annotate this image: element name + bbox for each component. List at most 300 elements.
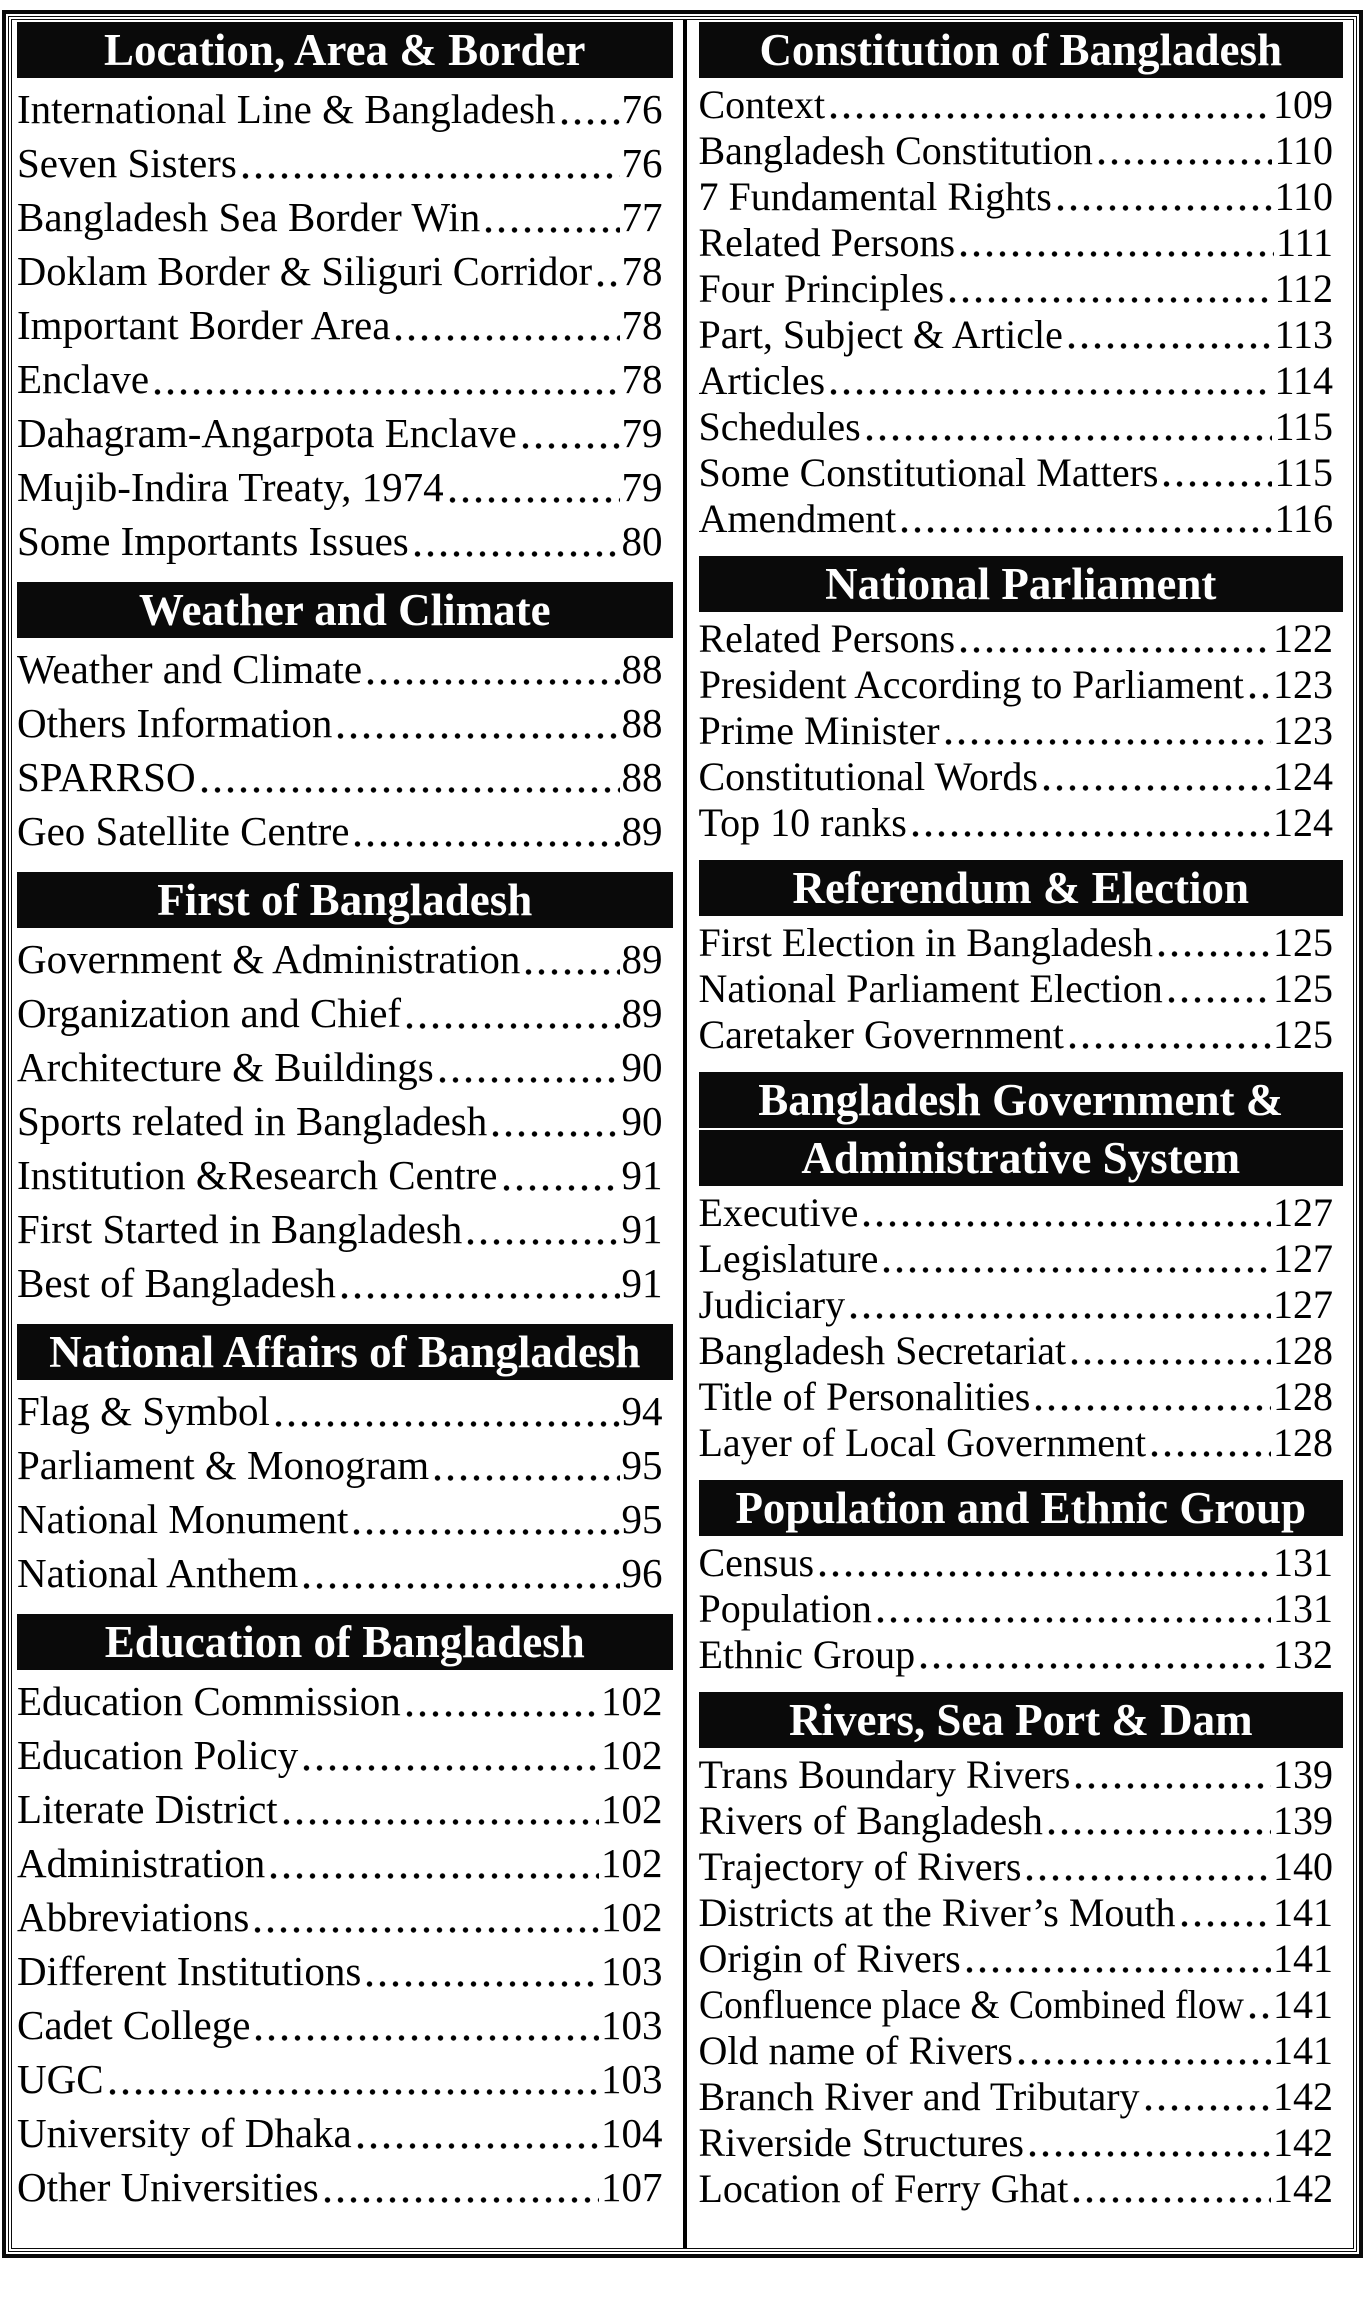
section-title: Population and Ethnic Group bbox=[735, 1483, 1307, 1533]
dot-leader bbox=[1160, 481, 1272, 487]
entry-page-number: 140 bbox=[1273, 1844, 1333, 1889]
toc-entry bbox=[17, 82, 663, 136]
section-header bbox=[17, 582, 673, 638]
entry-page-number: 115 bbox=[1274, 404, 1333, 449]
entry-title: Population bbox=[698, 1586, 872, 1631]
entry-page-number: 91 bbox=[621, 1206, 663, 1252]
entry-page-number: 116 bbox=[1274, 496, 1333, 541]
entry-page-number: 90 bbox=[621, 1044, 663, 1090]
dot-leader bbox=[1066, 1043, 1271, 1049]
toc-section bbox=[699, 1480, 1344, 1678]
entry-page-number: 113 bbox=[1274, 312, 1333, 357]
dot-leader bbox=[957, 647, 1271, 653]
entry-page-number: 79 bbox=[621, 464, 663, 510]
toc-entry bbox=[17, 460, 663, 514]
toc-entry bbox=[17, 1674, 663, 1728]
section-title: Education of Bangladesh bbox=[104, 1617, 585, 1667]
toc-entry bbox=[699, 450, 1334, 496]
section-entries bbox=[699, 1540, 1344, 1678]
entry-title: Title of Personalities bbox=[698, 1374, 1031, 1419]
entry-title: Branch River and Tributary bbox=[698, 2074, 1140, 2119]
section-header-bar bbox=[699, 1072, 1344, 1128]
toc-entry bbox=[17, 1728, 663, 1782]
section-header-bar bbox=[699, 1130, 1344, 1186]
entry-page-number: 124 bbox=[1273, 754, 1333, 799]
entry-title: Weather and Climate bbox=[17, 646, 363, 692]
section-title: Constitution of Bangladesh bbox=[759, 25, 1283, 75]
entry-title: Location of Ferry Ghat bbox=[698, 2166, 1069, 2211]
entry-page-number: 123 bbox=[1273, 708, 1333, 753]
section-header-bar bbox=[17, 1614, 673, 1670]
entry-title: Dahagram-Angarpota Enclave bbox=[17, 410, 517, 456]
entry-page-number: 78 bbox=[621, 356, 663, 402]
toc-entry bbox=[17, 244, 663, 298]
dot-leader bbox=[1026, 2151, 1271, 2157]
entry-page-number: 76 bbox=[621, 86, 663, 132]
section-header bbox=[699, 1072, 1344, 1186]
dot-leader bbox=[519, 443, 620, 449]
dot-leader bbox=[350, 1529, 619, 1535]
entry-title: Amendment bbox=[698, 496, 897, 541]
toc-column-left bbox=[12, 20, 683, 2248]
toc-entry bbox=[17, 932, 663, 986]
entry-page-number: 115 bbox=[1274, 450, 1333, 495]
entry-title: Doklam Border & Siliguri Corridor bbox=[17, 248, 593, 294]
toc-entry bbox=[17, 190, 663, 244]
section-header bbox=[17, 22, 673, 78]
toc-column-right bbox=[683, 20, 1354, 2248]
entry-title: Trajectory of Rivers bbox=[698, 1844, 1022, 1889]
entry-title: National Anthem bbox=[17, 1550, 299, 1596]
entry-page-number: 141 bbox=[1273, 1936, 1333, 1981]
toc-entry bbox=[699, 966, 1334, 1012]
entry-page-number: 125 bbox=[1273, 1012, 1333, 1057]
toc-entry bbox=[699, 1752, 1334, 1798]
toc-entry bbox=[699, 404, 1334, 450]
section-title: National Affairs of Bangladesh bbox=[49, 1327, 641, 1377]
entry-title: First Election in Bangladesh bbox=[698, 920, 1153, 965]
entry-page-number: 142 bbox=[1273, 2074, 1333, 2119]
entry-title: Others Information bbox=[17, 700, 333, 746]
toc-entry bbox=[17, 1094, 663, 1148]
dot-leader bbox=[436, 1077, 620, 1083]
entry-title: Top 10 ranks bbox=[698, 800, 907, 845]
section-header-bar bbox=[699, 860, 1344, 916]
dot-leader bbox=[1246, 2013, 1272, 2019]
toc-section bbox=[17, 872, 673, 1310]
toc-entry bbox=[17, 1148, 663, 1202]
section-title: Weather and Climate bbox=[138, 585, 551, 635]
toc-entry bbox=[17, 642, 663, 696]
entry-page-number: 77 bbox=[621, 194, 663, 240]
dot-leader bbox=[827, 389, 1272, 395]
toc-entry bbox=[17, 1438, 663, 1492]
entry-title: Layer of Local Government bbox=[698, 1420, 1147, 1465]
dot-leader bbox=[392, 335, 619, 341]
entry-title: UGC bbox=[17, 2056, 104, 2102]
entry-page-number: 142 bbox=[1273, 2166, 1333, 2211]
entry-title: Constitutional Words bbox=[698, 754, 1038, 799]
entry-title: Districts at the River’s Mouth bbox=[698, 1890, 1176, 1935]
section-header bbox=[17, 1324, 673, 1380]
section-entries bbox=[17, 932, 673, 1310]
section-title: Administrative System bbox=[801, 1133, 1241, 1183]
dot-leader bbox=[321, 2197, 599, 2203]
dot-leader bbox=[1032, 1405, 1271, 1411]
dot-leader bbox=[500, 1185, 620, 1191]
section-header bbox=[17, 1614, 673, 1670]
entry-page-number: 127 bbox=[1273, 1236, 1333, 1281]
entry-title: National Monument bbox=[17, 1496, 349, 1542]
entry-title: Executive bbox=[698, 1190, 859, 1235]
entry-title: Education Commission bbox=[17, 1678, 401, 1724]
toc-section bbox=[17, 1614, 673, 2214]
entry-title: Rivers of Bangladesh bbox=[698, 1798, 1043, 1843]
entry-title: Related Persons bbox=[698, 220, 956, 265]
entry-title: International Line & Bangladesh bbox=[17, 86, 556, 132]
entry-title: Organization and Chief bbox=[17, 990, 402, 1036]
entry-page-number: 102 bbox=[601, 1840, 663, 1886]
toc-entry bbox=[699, 1540, 1334, 1586]
section-title: Bangladesh Government & bbox=[758, 1075, 1284, 1125]
entry-title: Census bbox=[698, 1540, 815, 1585]
dot-leader bbox=[338, 1293, 620, 1299]
toc-entry bbox=[699, 266, 1334, 312]
section-entries bbox=[699, 82, 1344, 542]
entry-page-number: 79 bbox=[621, 410, 663, 456]
toc-entry bbox=[17, 2052, 663, 2106]
toc-entry bbox=[699, 1890, 1334, 1936]
entry-page-number: 125 bbox=[1273, 920, 1333, 965]
toc-entry bbox=[699, 1586, 1334, 1632]
toc-entry bbox=[17, 2106, 663, 2160]
entry-page-number: 91 bbox=[621, 1152, 663, 1198]
toc-entry bbox=[699, 1982, 1334, 2028]
entry-title: Old name of Rivers bbox=[698, 2028, 1013, 2073]
dot-leader bbox=[252, 2035, 599, 2041]
entry-title: Cadet College bbox=[17, 2002, 251, 2048]
toc-entry bbox=[17, 1040, 663, 1094]
toc-entry bbox=[699, 1328, 1334, 1374]
page-frame bbox=[2, 10, 1363, 2258]
entry-title: Origin of Rivers bbox=[698, 1936, 961, 1981]
dot-leader bbox=[272, 1421, 620, 1427]
entry-title: Riverside Structures bbox=[698, 2120, 1024, 2165]
entry-page-number: 139 bbox=[1273, 1752, 1333, 1797]
entry-page-number: 89 bbox=[621, 808, 663, 854]
entry-page-number: 95 bbox=[621, 1496, 663, 1542]
dot-leader bbox=[364, 679, 619, 685]
toc-entry bbox=[699, 708, 1334, 754]
dot-leader bbox=[1054, 205, 1273, 211]
toc-entry bbox=[699, 1844, 1334, 1890]
dot-leader bbox=[489, 1131, 619, 1137]
entry-page-number: 89 bbox=[621, 990, 663, 1036]
entry-page-number: 141 bbox=[1273, 1982, 1333, 2027]
section-header-bar bbox=[17, 872, 673, 928]
toc-entry bbox=[699, 920, 1334, 966]
entry-title: Sports related in Bangladesh bbox=[17, 1098, 488, 1144]
dot-leader bbox=[1070, 2197, 1271, 2203]
entry-page-number: 110 bbox=[1274, 174, 1333, 219]
entry-page-number: 124 bbox=[1273, 800, 1333, 845]
toc-entry bbox=[17, 1998, 663, 2052]
entry-title: Some Constitutional Matters bbox=[698, 450, 1159, 495]
section-header bbox=[699, 1480, 1344, 1536]
toc-entry bbox=[699, 662, 1334, 708]
entry-page-number: 139 bbox=[1273, 1798, 1333, 1843]
entry-title: Bangladesh Constitution bbox=[698, 128, 1093, 173]
dot-leader bbox=[847, 1313, 1271, 1319]
entry-title: Architecture & Buildings bbox=[17, 1044, 434, 1090]
entry-title: Part, Subject & Article bbox=[698, 312, 1063, 357]
entry-page-number: 110 bbox=[1274, 128, 1333, 173]
section-header bbox=[699, 556, 1344, 612]
dot-leader bbox=[1148, 1451, 1271, 1457]
entry-title: Ethnic Group bbox=[698, 1632, 916, 1677]
toc-section bbox=[699, 860, 1344, 1058]
dot-leader bbox=[880, 1267, 1271, 1273]
toc-entry bbox=[699, 2074, 1334, 2120]
dot-leader bbox=[1023, 1875, 1271, 1881]
entry-page-number: 127 bbox=[1273, 1190, 1333, 1235]
dot-leader bbox=[411, 551, 620, 557]
entry-page-number: 102 bbox=[601, 1894, 663, 1940]
entry-page-number: 111 bbox=[1275, 220, 1333, 265]
toc-entry bbox=[699, 358, 1334, 404]
dot-leader bbox=[239, 173, 620, 179]
toc-entry bbox=[699, 1420, 1334, 1466]
toc-entry bbox=[17, 1836, 663, 1890]
section-title: First of Bangladesh bbox=[157, 875, 533, 925]
entry-page-number: 141 bbox=[1273, 2028, 1333, 2073]
entry-title: Caretaker Government bbox=[698, 1012, 1064, 1057]
toc-entry bbox=[17, 136, 663, 190]
entry-page-number: 131 bbox=[1273, 1540, 1333, 1585]
entry-page-number: 95 bbox=[621, 1442, 663, 1488]
dot-leader bbox=[403, 1711, 599, 1717]
entry-page-number: 103 bbox=[601, 2002, 663, 2048]
section-header bbox=[699, 1692, 1344, 1748]
dot-leader bbox=[874, 1617, 1271, 1623]
entry-title: Government & Administration bbox=[17, 936, 521, 982]
section-title: Rivers, Sea Port & Dam bbox=[788, 1695, 1253, 1745]
entry-page-number: 112 bbox=[1274, 266, 1333, 311]
dot-leader bbox=[431, 1475, 619, 1481]
section-header bbox=[699, 22, 1344, 78]
entry-title: Schedules bbox=[698, 404, 861, 449]
dot-leader bbox=[1015, 2059, 1271, 2065]
toc-entry bbox=[699, 82, 1334, 128]
page-frame-mid-rule bbox=[8, 16, 1357, 2252]
entry-title: President According to Parliament bbox=[698, 662, 1244, 707]
entry-title: Education Policy bbox=[17, 1732, 299, 1778]
toc-entry bbox=[699, 800, 1334, 846]
dot-leader bbox=[917, 1663, 1271, 1669]
toc-entry bbox=[17, 406, 663, 460]
dot-leader bbox=[963, 1967, 1271, 1973]
entry-title: Flag & Symbol bbox=[17, 1388, 270, 1434]
entry-title: Abbreviations bbox=[17, 1894, 250, 1940]
entry-title: Four Principles bbox=[698, 266, 945, 311]
dot-leader bbox=[558, 119, 620, 125]
entry-page-number: 114 bbox=[1274, 358, 1333, 403]
entry-page-number: 102 bbox=[601, 1786, 663, 1832]
entry-title: Bangladesh Sea Border Win bbox=[17, 194, 481, 240]
section-header-bar bbox=[699, 1692, 1344, 1748]
section-header-bar bbox=[17, 1324, 673, 1380]
section-header-bar bbox=[699, 556, 1344, 612]
dot-leader bbox=[946, 297, 1272, 303]
entry-title: Parliament & Monogram bbox=[17, 1442, 430, 1488]
dot-leader bbox=[482, 227, 619, 233]
toc-section bbox=[699, 1072, 1344, 1466]
section-entries bbox=[17, 1384, 673, 1600]
dot-leader bbox=[827, 113, 1271, 119]
toc-section bbox=[699, 1692, 1344, 2212]
section-title: Referendum & Election bbox=[792, 863, 1250, 913]
entry-page-number: 91 bbox=[621, 1260, 663, 1306]
entry-page-number: 78 bbox=[621, 302, 663, 348]
entry-title: National Parliament Election bbox=[698, 966, 1163, 1011]
entry-page-number: 128 bbox=[1273, 1420, 1333, 1465]
toc-entry bbox=[699, 1012, 1334, 1058]
entry-title: Confluence place & Combined flow bbox=[698, 1982, 1244, 2027]
entry-title: Context bbox=[698, 82, 826, 127]
dot-leader bbox=[1072, 1783, 1271, 1789]
entry-page-number: 103 bbox=[601, 2056, 663, 2102]
entry-page-number: 123 bbox=[1273, 662, 1333, 707]
entry-page-number: 132 bbox=[1273, 1632, 1333, 1677]
entry-page-number: 141 bbox=[1273, 1890, 1333, 1935]
section-header-bar bbox=[699, 22, 1344, 78]
toc-entry bbox=[17, 1492, 663, 1546]
entry-title: University of Dhaka bbox=[17, 2110, 352, 2156]
toc-entry bbox=[17, 1546, 663, 1600]
entry-page-number: 107 bbox=[601, 2164, 663, 2210]
toc-entry bbox=[699, 2028, 1334, 2074]
toc-entry bbox=[17, 1782, 663, 1836]
toc-entry bbox=[17, 696, 663, 750]
entry-title: Important Border Area bbox=[17, 302, 391, 348]
dot-leader bbox=[106, 2089, 599, 2095]
entry-title: Related Persons bbox=[698, 616, 956, 661]
entry-page-number: 128 bbox=[1273, 1374, 1333, 1419]
toc-entry bbox=[17, 514, 663, 568]
toc-section bbox=[699, 556, 1344, 846]
toc-entry bbox=[699, 754, 1334, 800]
toc-entry bbox=[699, 312, 1334, 358]
toc-entry bbox=[699, 1936, 1334, 1982]
toc-entry bbox=[17, 750, 663, 804]
section-header bbox=[699, 860, 1344, 916]
toc-entry bbox=[699, 2166, 1334, 2212]
section-entries bbox=[699, 1190, 1344, 1466]
toc-entry bbox=[699, 220, 1334, 266]
toc-entry bbox=[17, 1890, 663, 1944]
dot-leader bbox=[1155, 951, 1271, 957]
entry-page-number: 102 bbox=[601, 1732, 663, 1778]
toc-entry bbox=[699, 1236, 1334, 1282]
section-entries bbox=[17, 1674, 673, 2214]
entry-title: Administration bbox=[17, 1840, 266, 1886]
entry-page-number: 125 bbox=[1273, 966, 1333, 1011]
dot-leader bbox=[863, 435, 1273, 441]
dot-leader bbox=[300, 1583, 619, 1589]
entry-page-number: 89 bbox=[621, 936, 663, 982]
entry-page-number: 78 bbox=[621, 248, 663, 294]
section-header-bar bbox=[699, 1480, 1344, 1536]
entry-title: Prime Minister bbox=[698, 708, 940, 753]
entry-page-number: 76 bbox=[621, 140, 663, 186]
entry-page-number: 109 bbox=[1273, 82, 1333, 127]
entry-page-number: 103 bbox=[601, 1948, 663, 1994]
entry-title: Trans Boundary Rivers bbox=[698, 1752, 1071, 1797]
dot-leader bbox=[403, 1023, 619, 1029]
entry-title: Judiciary bbox=[698, 1282, 846, 1327]
section-entries bbox=[17, 82, 673, 568]
entry-page-number: 127 bbox=[1273, 1282, 1333, 1327]
entry-page-number: 122 bbox=[1273, 616, 1333, 661]
section-entries bbox=[699, 1752, 1344, 2212]
dot-leader bbox=[267, 1873, 599, 1879]
toc-entry bbox=[17, 1384, 663, 1438]
toc-entry bbox=[699, 496, 1334, 542]
dot-leader bbox=[334, 733, 619, 739]
dot-leader bbox=[1040, 785, 1271, 791]
dot-leader bbox=[1142, 2105, 1271, 2111]
entry-title: Seven Sisters bbox=[17, 140, 237, 186]
dot-leader bbox=[522, 969, 619, 975]
page-frame-inner-rule bbox=[11, 19, 1354, 2249]
dot-leader bbox=[816, 1571, 1271, 1577]
dot-leader bbox=[860, 1221, 1271, 1227]
entry-title: Articles bbox=[698, 358, 826, 403]
toc-section bbox=[17, 22, 673, 568]
entry-title: Some Importants Issues bbox=[17, 518, 409, 564]
dot-leader bbox=[594, 281, 620, 287]
dot-leader bbox=[1095, 159, 1273, 165]
dot-leader bbox=[354, 2143, 599, 2149]
section-entries bbox=[699, 920, 1344, 1058]
entry-page-number: 88 bbox=[621, 700, 663, 746]
dot-leader bbox=[151, 389, 619, 395]
toc-entry bbox=[17, 1202, 663, 1256]
dot-leader bbox=[1045, 1829, 1271, 1835]
entry-title: SPARRSO bbox=[17, 754, 196, 800]
toc-columns bbox=[12, 20, 1353, 2248]
toc-section bbox=[17, 582, 673, 858]
dot-leader bbox=[957, 251, 1274, 257]
section-title: Location, Area & Border bbox=[103, 25, 586, 75]
entry-title: Other Universities bbox=[17, 2164, 319, 2210]
section-header bbox=[17, 872, 673, 928]
toc-entry bbox=[699, 616, 1334, 662]
entry-title: 7 Fundamental Rights bbox=[698, 174, 1052, 219]
dot-leader bbox=[280, 1819, 599, 1825]
entry-title: Geo Satellite Centre bbox=[17, 808, 350, 854]
entry-title: Literate District bbox=[17, 1786, 278, 1832]
dot-leader bbox=[464, 1239, 619, 1245]
toc-entry bbox=[699, 1374, 1334, 1420]
dot-leader bbox=[363, 1981, 599, 1987]
dot-leader bbox=[1068, 1359, 1271, 1365]
entry-title: Best of Bangladesh bbox=[17, 1260, 336, 1306]
toc-entry bbox=[699, 1632, 1334, 1678]
dot-leader bbox=[909, 831, 1271, 837]
dot-leader bbox=[1246, 693, 1272, 699]
toc-entry bbox=[17, 1944, 663, 1998]
